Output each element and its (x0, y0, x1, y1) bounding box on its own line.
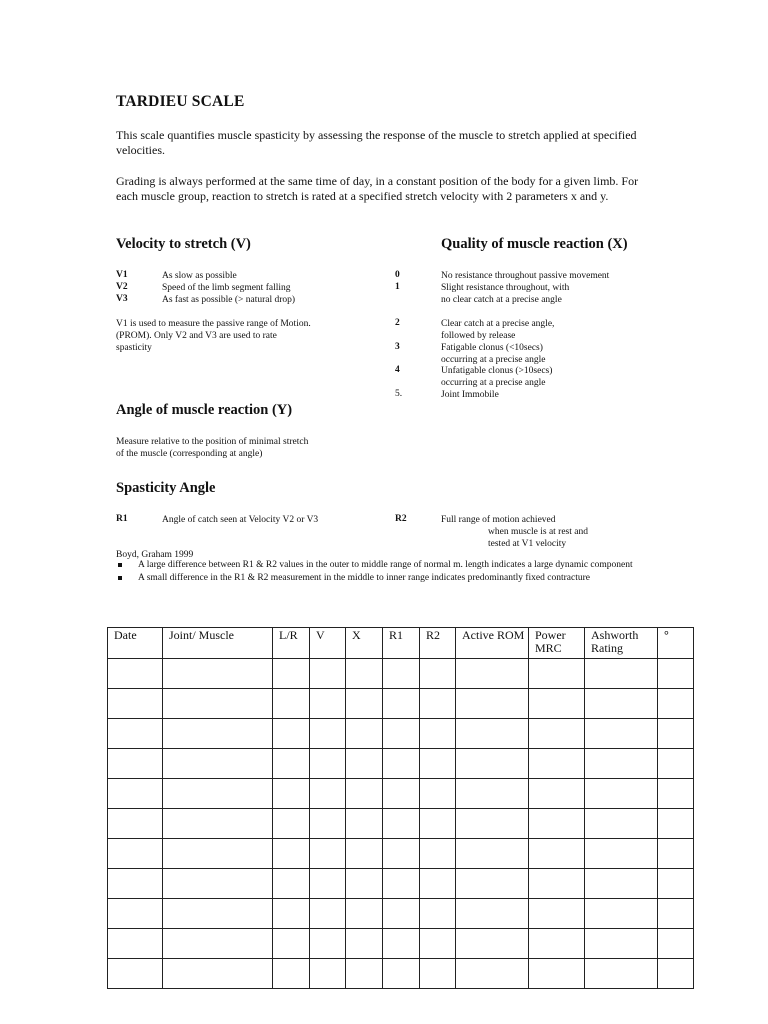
table-cell[interactable] (163, 689, 273, 719)
table-cell[interactable] (420, 959, 456, 989)
table-cell[interactable] (658, 809, 694, 839)
bullet-text: A small difference in the R1 & R2 measurement in the middle to inner range indicates predominantly fixed contracture (138, 572, 590, 583)
table-header-row (108, 628, 694, 659)
table-row (108, 929, 694, 959)
table-cell[interactable] (383, 839, 420, 869)
table-cell[interactable] (529, 929, 585, 959)
table-cell[interactable] (163, 779, 273, 809)
table-cell[interactable] (383, 659, 420, 689)
table-cell[interactable] (456, 959, 529, 989)
table-cell[interactable] (383, 869, 420, 899)
table-cell[interactable] (658, 869, 694, 899)
table-cell[interactable] (585, 659, 658, 689)
table-cell[interactable] (310, 689, 346, 719)
intro-paragraph: This scale quantifies muscle spasticity by assessing the response of the muscle to stretch applied at specified velocities. (116, 128, 637, 157)
table-row (108, 899, 694, 929)
table-cell[interactable] (529, 689, 585, 719)
table-cell[interactable] (383, 749, 420, 779)
quality-desc: Clear catch at a precise angle, followed by release (441, 319, 555, 341)
table-row (108, 659, 694, 689)
table-cell[interactable] (585, 809, 658, 839)
column-header-v: V (310, 628, 346, 659)
table-cell[interactable] (585, 929, 658, 959)
table-cell[interactable] (346, 749, 383, 779)
angle-heading: Angle of muscle reaction (Y) (116, 402, 293, 418)
velocity-code: V3 (116, 294, 128, 304)
table-cell[interactable] (585, 839, 658, 869)
quality-desc: Slight resistance throughout, with no clear catch at a precise angle (441, 283, 570, 305)
r2-code: R2 (395, 514, 407, 524)
velocity-code: V1 (116, 270, 128, 280)
table-cell[interactable] (108, 959, 163, 989)
table-cell[interactable] (383, 779, 420, 809)
table-cell[interactable] (346, 719, 383, 749)
table-cell[interactable] (273, 839, 310, 869)
column-header-joint-muscle: Joint/ Muscle (163, 628, 273, 659)
table-row (108, 959, 694, 989)
table-cell[interactable] (420, 869, 456, 899)
table-row (108, 869, 694, 899)
table-cell[interactable] (529, 899, 585, 929)
table-cell[interactable] (585, 719, 658, 749)
table-cell[interactable] (658, 749, 694, 779)
r1-code: R1 (116, 514, 128, 524)
bullet-item (116, 560, 676, 572)
table-cell[interactable] (658, 719, 694, 749)
table-cell[interactable] (273, 659, 310, 689)
table-cell[interactable] (529, 719, 585, 749)
table-cell[interactable] (163, 869, 273, 899)
table-cell[interactable] (108, 749, 163, 779)
table-cell[interactable] (346, 809, 383, 839)
quality-code: 0 (395, 270, 400, 280)
table-cell[interactable] (346, 839, 383, 869)
velocity-note: V1 is used to measure the passive range of Motion. (PROM). Only V2 and V3 are used to rate spasticity (116, 319, 311, 353)
r2-desc-line: tested at V1 velocity (488, 539, 567, 549)
table-cell[interactable] (310, 959, 346, 989)
table-cell[interactable] (108, 719, 163, 749)
table-cell[interactable] (108, 929, 163, 959)
table-cell[interactable] (310, 719, 346, 749)
velocity-desc: As slow as possible (162, 271, 237, 281)
table-cell[interactable] (108, 689, 163, 719)
table-cell[interactable] (310, 809, 346, 839)
table-cell[interactable] (420, 839, 456, 869)
column-header-active-rom: Active ROM (456, 628, 529, 659)
quality-code: 5. (395, 389, 403, 399)
table-cell[interactable] (420, 809, 456, 839)
quality-desc: Joint Immobile (441, 390, 499, 400)
table-cell[interactable] (163, 959, 273, 989)
table-cell[interactable] (456, 839, 529, 869)
table-cell[interactable] (310, 929, 346, 959)
table-cell[interactable] (585, 959, 658, 989)
table-cell[interactable] (456, 869, 529, 899)
quality-desc: Unfatigable clonus (>10secs) occurring at a precise angle (441, 366, 553, 388)
table-cell[interactable] (420, 689, 456, 719)
table-cell[interactable] (529, 839, 585, 869)
table-cell[interactable] (383, 899, 420, 929)
table-cell[interactable] (163, 929, 273, 959)
table-row (108, 779, 694, 809)
table-cell[interactable] (346, 959, 383, 989)
table-cell[interactable] (108, 839, 163, 869)
column-header-date: Date (108, 628, 163, 659)
column-header-power-mrc: Power MRC (529, 628, 585, 659)
table-cell[interactable] (108, 659, 163, 689)
table-cell[interactable] (108, 809, 163, 839)
quality-code: 3 (395, 342, 400, 352)
velocity-desc: Speed of the limb segment falling (162, 283, 291, 293)
table-cell[interactable] (456, 929, 529, 959)
velocity-heading: Velocity to stretch (V) (116, 236, 251, 252)
table-cell[interactable] (346, 899, 383, 929)
r2-desc-line: when muscle is at rest and (488, 527, 588, 537)
table-cell[interactable] (273, 869, 310, 899)
table-cell[interactable] (163, 749, 273, 779)
table-cell[interactable] (658, 959, 694, 989)
table-cell[interactable] (273, 809, 310, 839)
quality-desc: No resistance throughout passive movement (441, 271, 610, 281)
bullet-square-icon (118, 576, 122, 580)
table-row (108, 719, 694, 749)
column-header-lr: L/R (273, 628, 310, 659)
table-cell[interactable] (163, 899, 273, 929)
table-cell[interactable] (163, 719, 273, 749)
table-cell[interactable] (273, 929, 310, 959)
table-cell[interactable] (108, 869, 163, 899)
table-cell[interactable] (529, 659, 585, 689)
table-cell[interactable] (273, 719, 310, 749)
quality-code: 1 (395, 282, 400, 292)
table-cell[interactable] (420, 749, 456, 779)
table-body (108, 659, 694, 989)
quality-desc: Fatigable clonus (<10secs) occurring at a precise angle (441, 343, 546, 365)
table-cell[interactable] (273, 749, 310, 779)
table-cell[interactable] (456, 779, 529, 809)
table-cell[interactable] (273, 959, 310, 989)
table-cell[interactable] (658, 659, 694, 689)
table-row (108, 809, 694, 839)
page-title: TARDIEU SCALE (116, 93, 245, 110)
table-row (108, 749, 694, 779)
table-cell[interactable] (346, 689, 383, 719)
table-cell[interactable] (346, 869, 383, 899)
quality-code: 4 (395, 365, 400, 375)
table-cell[interactable] (310, 659, 346, 689)
quality-code: 2 (395, 318, 400, 328)
table-cell[interactable] (420, 779, 456, 809)
table-cell[interactable] (585, 899, 658, 929)
velocity-code: V2 (116, 282, 128, 292)
table-cell[interactable] (420, 719, 456, 749)
velocity-desc: As fast as possible (> natural drop) (162, 295, 296, 305)
table-cell[interactable] (273, 779, 310, 809)
column-header-ashworth: Ashworth Rating (585, 628, 658, 659)
column-header-r2: R2 (420, 628, 456, 659)
table-cell[interactable] (456, 899, 529, 929)
r1-desc: Angle of catch seen at Velocity V2 or V3 (162, 515, 319, 525)
table-cell[interactable] (658, 839, 694, 869)
table-cell[interactable] (529, 749, 585, 779)
table-cell[interactable] (310, 899, 346, 929)
table-cell[interactable] (310, 749, 346, 779)
quality-heading: Quality of muscle reaction (X) (441, 236, 628, 252)
table-cell[interactable] (529, 959, 585, 989)
reference: Boyd, Graham 1999 (116, 550, 194, 560)
table-cell[interactable] (108, 899, 163, 929)
table-cell[interactable] (529, 779, 585, 809)
table-cell[interactable] (658, 929, 694, 959)
table-cell[interactable] (163, 809, 273, 839)
table-cell[interactable] (163, 659, 273, 689)
bullet-list (116, 560, 676, 585)
table-cell[interactable] (585, 689, 658, 719)
bullet-item (116, 573, 676, 585)
table-cell[interactable] (529, 869, 585, 899)
table-cell[interactable] (310, 839, 346, 869)
spasticity-heading: Spasticity Angle (116, 480, 216, 496)
table-cell[interactable] (163, 839, 273, 869)
table-cell[interactable] (420, 899, 456, 929)
bullet-text: A large difference between R1 & R2 values in the outer to middle range of normal m. length indicates a large dynamic component (138, 560, 633, 570)
table-cell[interactable] (383, 809, 420, 839)
table-cell[interactable] (585, 869, 658, 899)
table-cell[interactable] (346, 779, 383, 809)
table-cell[interactable] (310, 779, 346, 809)
assessment-table (107, 627, 694, 989)
column-header-r1: R1 (383, 628, 420, 659)
table-cell[interactable] (346, 659, 383, 689)
table-cell[interactable] (456, 689, 529, 719)
table-cell[interactable] (585, 749, 658, 779)
table-cell[interactable] (346, 929, 383, 959)
table-cell[interactable] (383, 929, 420, 959)
table-cell[interactable] (383, 689, 420, 719)
table-cell[interactable] (420, 929, 456, 959)
table-cell[interactable] (273, 899, 310, 929)
table-cell[interactable] (456, 659, 529, 689)
angle-note: Measure relative to the position of minimal stretch of the muscle (corresponding at angle) (116, 437, 309, 459)
table-cell[interactable] (585, 779, 658, 809)
table-cell[interactable] (456, 809, 529, 839)
table-cell[interactable] (529, 809, 585, 839)
bullet-square-icon (118, 563, 122, 567)
r2-desc-line: Full range of motion achieved (441, 515, 556, 525)
table-cell[interactable] (420, 659, 456, 689)
table-cell[interactable] (658, 689, 694, 719)
table-row (108, 689, 694, 719)
column-header-x: X (346, 628, 383, 659)
table-cell[interactable] (383, 719, 420, 749)
table-cell[interactable] (383, 959, 420, 989)
table-cell[interactable] (658, 899, 694, 929)
table-cell[interactable] (310, 869, 346, 899)
table-cell[interactable] (108, 779, 163, 809)
table-cell[interactable] (456, 749, 529, 779)
table-row (108, 839, 694, 869)
column-header-degree: ° (658, 628, 694, 659)
table-cell[interactable] (658, 779, 694, 809)
table-cell[interactable] (456, 719, 529, 749)
grading-paragraph: Grading is always performed at the same time of day, in a constant position of the body for a given limb. For each muscle group, reaction to stretch is rated at a specified stretch velocity with 2 parameters x and y. (116, 174, 639, 203)
table-cell[interactable] (273, 689, 310, 719)
